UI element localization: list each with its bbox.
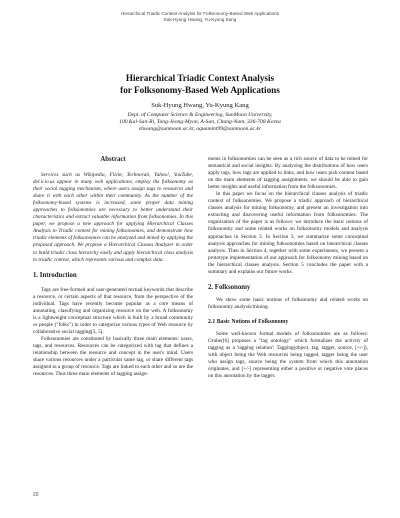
page-number: 20 [33, 492, 39, 498]
paper-title-line2: for Folksonomy-Based Web Applications [120, 85, 280, 95]
paper-title-line1: Hierarchical Triadic Context Analysis [125, 73, 275, 83]
affiliation-line1: Dept. of Computer Science & Engineering, SunMoon University, [127, 112, 273, 118]
affiliation-line2: 100 Kal-San-Ri, Tang-Jeong-Myon, A-San, Chung-Nam, 336-708 Korea [119, 119, 281, 126]
folksonomy-intro-paragraph: We show some basic notions of folksonomy and related works on folksonomy analysis/mining. [208, 296, 368, 310]
right-paragraph-2: In this paper we focus on the hierarchical classes analysis of triadic context of folksonomies. We propose a triadic approach of hierarchical classes analysis for mining folksonomy, and present an investigation into extracting and discovering useful information from folksonomies. The organization of the paper is as follows: we introduce the basic notions of folksonomy and some related works on folksonomy models and analysis approaches in Section 2. In Section 3, we summarize some conceptual analysis approaches for mining folksonomies based on hierarchical classes analysis. Then in Section 4, together with some experiments, we present a prototype implementation of our approach for folksonomy mining based on the hierarchical classes analysis. Section 5 concludes the paper with a summary and explains our future works. [208, 191, 368, 275]
basic-notions-paragraph: Some well-known formal models of folksonomies are as follows: Gruber[6] proposes a "tag ontology" which formalizes the activity of tagging as a 'tagging relation': Tagging(object, tag, tagger, source, [+/-]), with object being the Web resources being tagged, tagger being the user who assign tags, source being the system from which this annotation originates, and [+/-] representing either a positive or negative vote places on this annotation by the tagger. [208, 330, 368, 380]
affiliation-emails: shwang@sunmoon.ac.kr, aquamint99@sunmoon.ac.kr [138, 126, 262, 133]
section-heading-introduction: 1. Introduction [33, 271, 77, 279]
right-column [208, 156, 368, 380]
subsection-heading-basic-notions: 2.1 Basic Notions of Folksonomy [208, 318, 289, 325]
running-head-authors: Suk-Hyung Hwang, Yu-Kyung Kang [163, 17, 237, 22]
abstract-text: Services such as Wikipedia, Flickr, Technorati, Yahoo!, YouTube, del.icio.us appear in many web applications, employ the folksonomy as their social tagging mechanism, where users assign tags to resources and share it with each other within their community. As the number of the folksonomy-based systems is increased, some proper data mining approaches to folksonomies are necessary to better understand their characteristics and extract valuable information from folksonomies. In this paper, we propose a new approach for applying Hierarchical Classes Analysis to Triadic context for mining folksonomies, and demonstrate how triadic elements of folksonomies can be analyzed and mined by applying the proposed approach. We propose a Hierarchical Classes Analyzer in order to build triadic class hierarchy easily and apply hierarchical class analysis to triadic context, which represents various and complex data. [33, 172, 193, 263]
running-head [0, 11, 400, 23]
right-paragraph-1: ments in folksonomies can be seen as a rich source of data to be mined for semantical and social insights. By analyzing the distributions of how users apply tags, how tags are applied to links, and how users pick content based on the main elements of tagging assignments, we should be able to gain better insights and useful information from the folksonomies. [208, 156, 368, 191]
paper-title [0, 72, 400, 96]
left-column [33, 156, 193, 378]
running-head-title: Hierarchical Triadic Context Analysis for Folksonomy-Based Web Applications [121, 11, 279, 16]
section-heading-folksonomy: 2. Folksonomy [208, 283, 251, 291]
affiliation [0, 112, 400, 134]
intro-paragraph-2: Folksonomies are constituted by basically three main elements: users, tags, and resources. Resources can be categorized with tag that defines a relationship between the resource and concept in the user's mind. Users share various resources under a particular same tag, or share different tags assigned to a group of resource. Tags are linked to each other and so are the resources. Thus three main elements of tagging assign- [33, 335, 193, 378]
paper-authors: Suk-Hyung Hwang, Yu-Kyung Kang [151, 102, 249, 109]
abstract-heading: Abstract [100, 156, 126, 163]
intro-paragraph-1: Tags are free-formed and user-generated textual keywords that describe a resource, or certain aspects of that resource, from the perspective of the individual. Tags have recently become popular as a core means of annotating, classifying and organizing resource on the web. A folksonomy is a lightweight conceptual structure which is built by a broad community or people ("folks") in order to categorize various types of Web resource by collaborative social tagging[3, 5]. [33, 286, 193, 335]
